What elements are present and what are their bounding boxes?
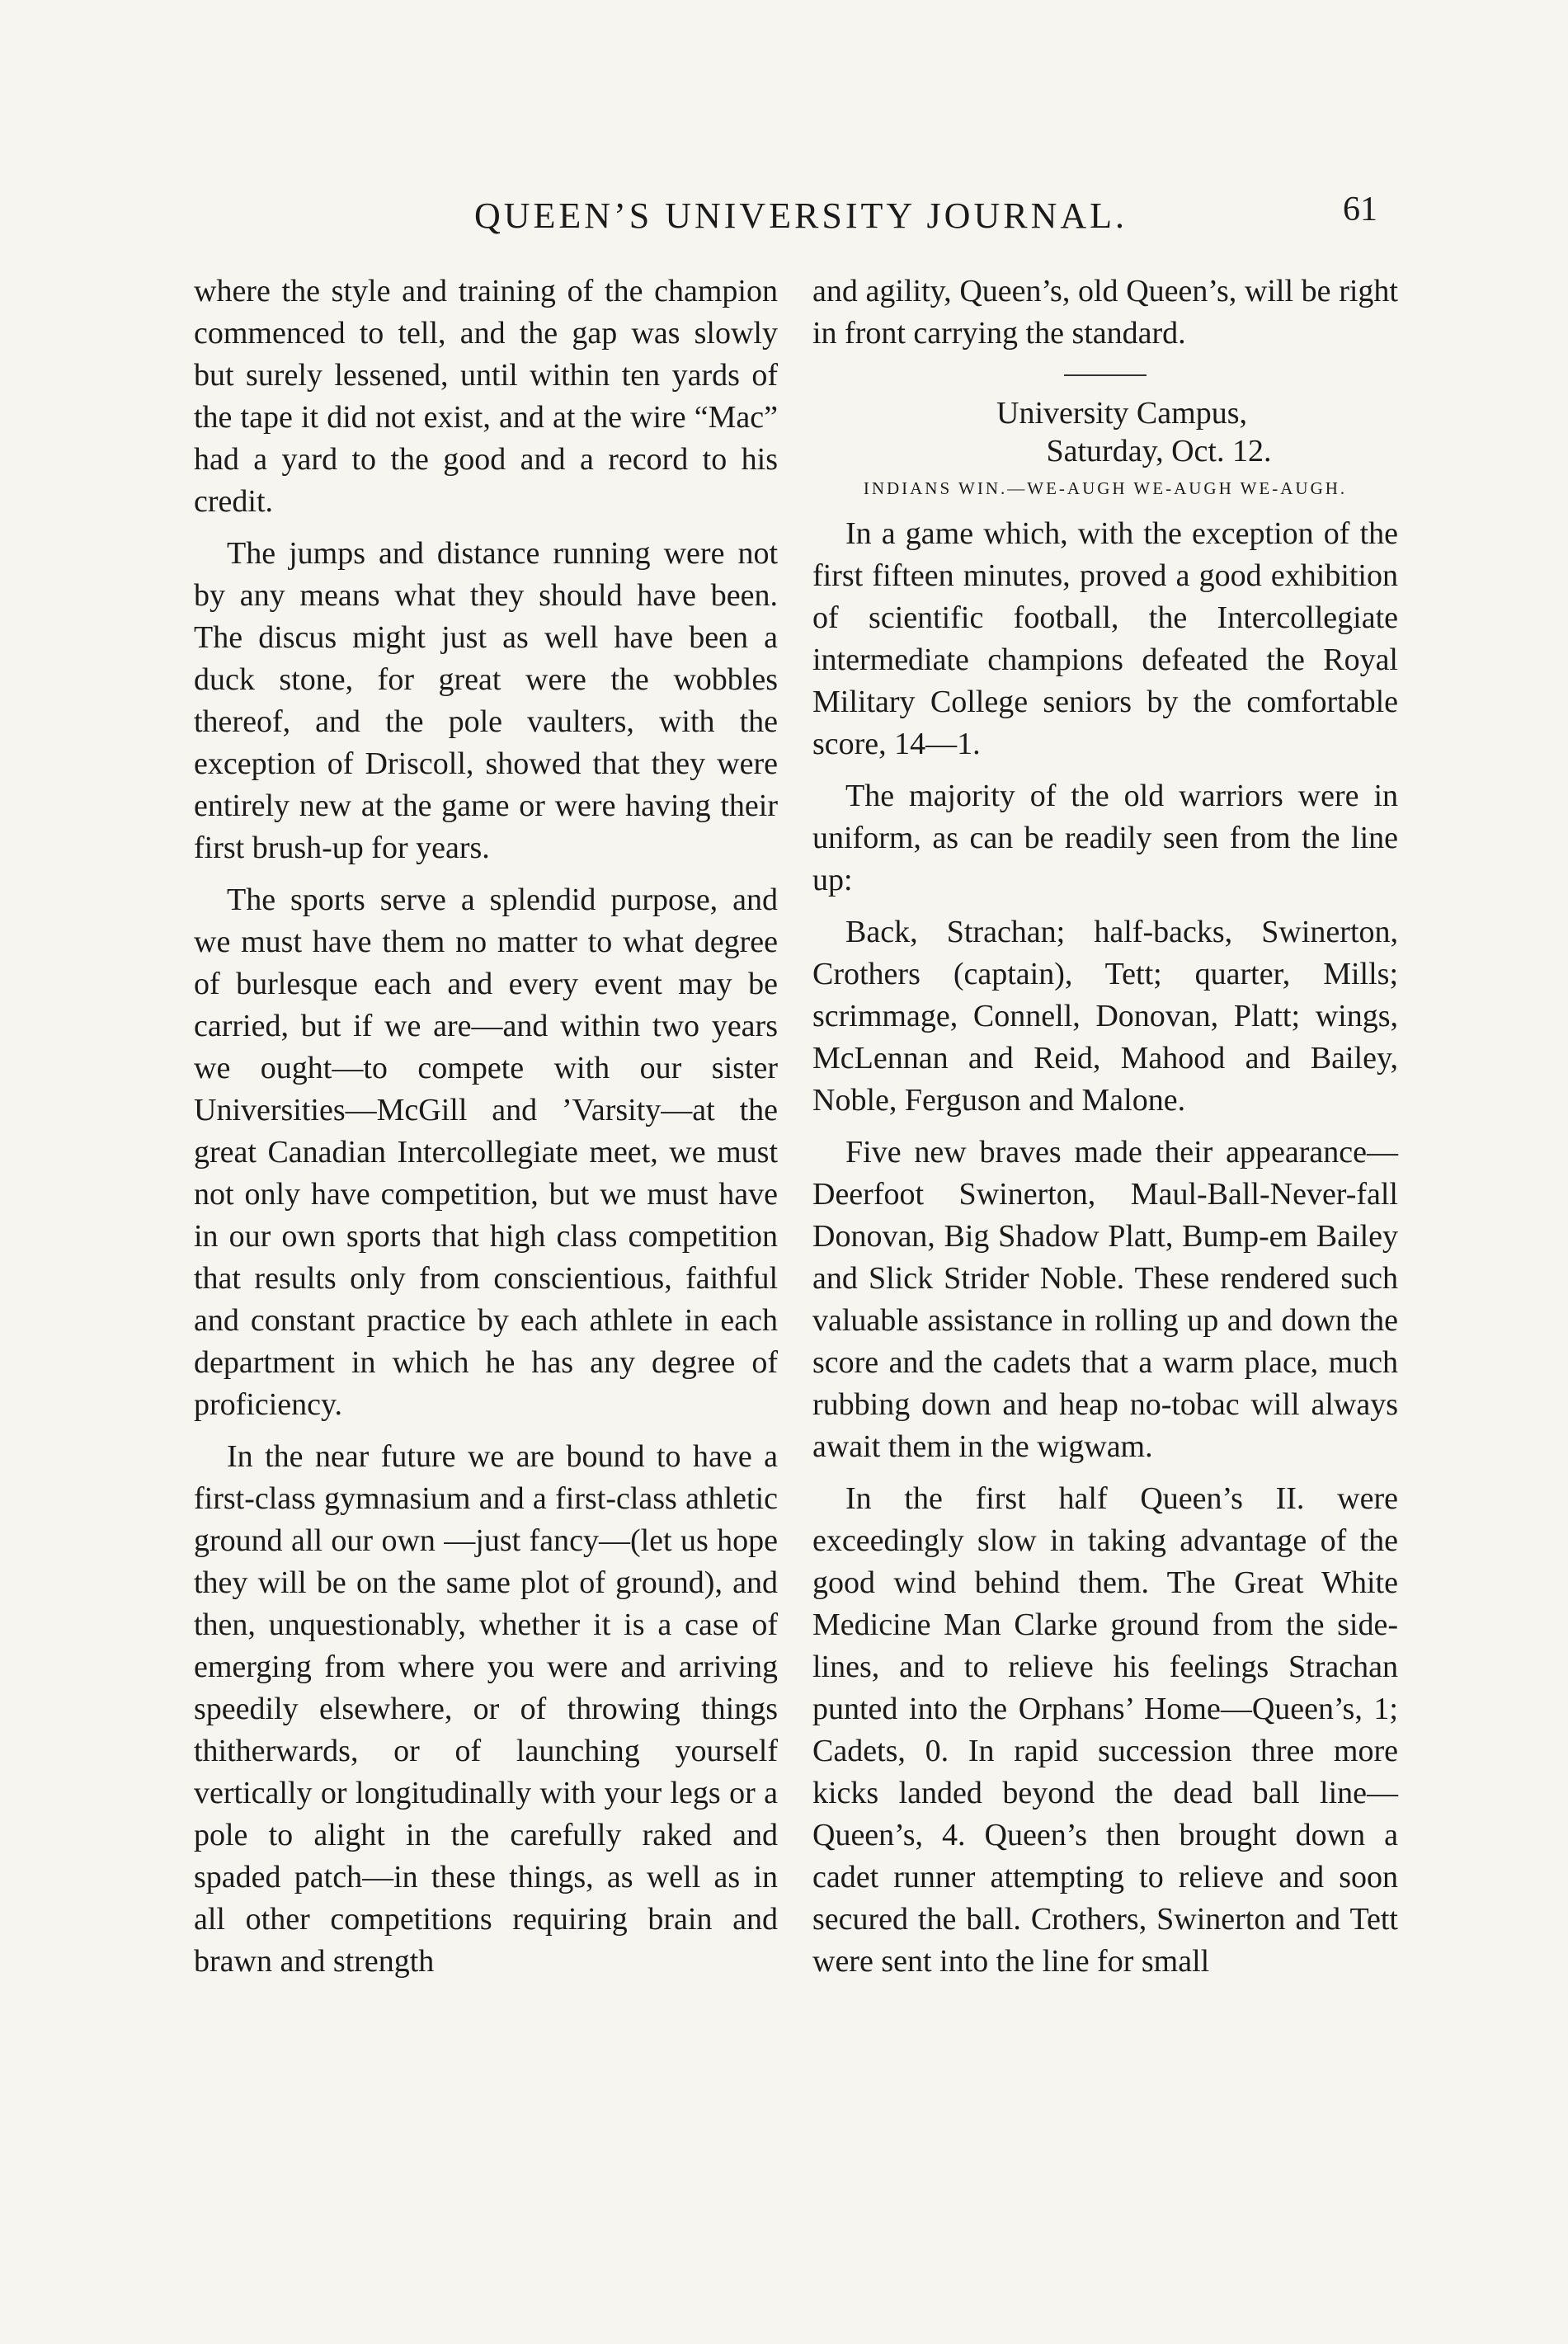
dateline-date: Saturday, Oct. 12. [1046, 434, 1272, 468]
dateline-place: University Campus, [996, 396, 1247, 431]
running-title: QUEEN’S UNIVERSITY JOURNAL. [474, 195, 1128, 236]
page-header [0, 190, 1568, 247]
dateline [845, 394, 1398, 470]
section-divider [1064, 374, 1147, 376]
page-number: 61 [1343, 191, 1377, 228]
paragraph: Five new braves made their appearance—Deerfoot Swinerton, Maul-Ball-Never-fall Donovan, Big Shadow Platt, Bump-em Bailey and Slick Strider Noble. These rendered such valuable assistance in rolling up and down the score and the cadets that a warm place, much rubbing down and heap no-tobac will always await them in the wigwam. [812, 1135, 1398, 1464]
left-column [194, 271, 778, 1983]
paragraph: Back, Strachan; half-backs, Swinerton, Crothers (captain), Tett; quarter, Mills; scrimmage, Connell, Donovan, Platt; wings, McLennan and Reid, Mahood and Bailey, Noble, Ferguson and Malone. [812, 915, 1398, 1118]
right-column [812, 271, 1398, 1983]
paragraph: and agility, Queen’s, old Queen’s, will be right in front carrying the standard. [812, 274, 1398, 351]
paragraph: The sports serve a splendid purpose, and we must have them no matter to what degree of burlesque each and every event may be carried, but if we are—and within two years we ought—to compete with our sister Universities—McGill and ’Varsity—at the great Canadian Intercollegiate meet, we must not only have competition, but we must have in our own sports that high class competition that results only from conscientious, faithful and constant practice by each athlete in each department in which he has any degree of proficiency. [194, 883, 778, 1422]
paragraph: In a game which, with the exception of the first fifteen minutes, proved a good exhibition of scientific football, the Intercollegiate intermediate champions defeated the Royal Military College seniors by the comfortable score, 14—1. [812, 516, 1398, 761]
paragraph: In the first half Queen’s II. were exceedingly slow in taking advantage of the good wind behind them. The Great White Medicine Man Clarke ground from the side-lines, and to relieve his feelings Strachan punted into the Orphans’ Home—Queen’s, 1; Cadets, 0. In rapid succession three more kicks landed beyond the dead ball line—Queen’s, 4. Queen’s then brought down a cadet runner attempting to relieve and soon secured the ball. Crothers, Swinerton and Tett were sent into the line for small [812, 1481, 1398, 1979]
paragraph: The majority of the old warriors were in uniform, as can be readily seen from the line up: [812, 779, 1398, 897]
paragraph: In the near future we are bound to have a first-class gymnasium and a first-class athletic ground all our own —just fancy—(let us hope they will be on the same plot of ground), and then, unquestionably, whether it is a case of emerging from where you were and arriving speedily elsewhere, or of throwing things thitherwards, or of launching yourself vertically or longitudinally with your legs or a pole to alight in the carefully raked and spaded patch—in these things, as well as in all other competitions requiring brain and brawn and strength [194, 1439, 778, 1979]
article-subhead: INDIANS WIN.—WE-AUGH WE-AUGH WE-AUGH. [863, 478, 1348, 498]
paragraph: where the style and training of the champion commenced to tell, and the gap was slowly but surely lessened, until within ten yards of the tape it did not exist, and at the wire “Mac” had a yard to the good and a record to his credit. [194, 274, 778, 519]
paragraph: The jumps and distance running were not by any means what they should have been. The discus might just as well have been a duck stone, for great were the wobbles thereof, and the pole vaulters, with the exception of Driscoll, showed that they were entirely new at the game or were having their first brush-up for years. [194, 536, 778, 865]
